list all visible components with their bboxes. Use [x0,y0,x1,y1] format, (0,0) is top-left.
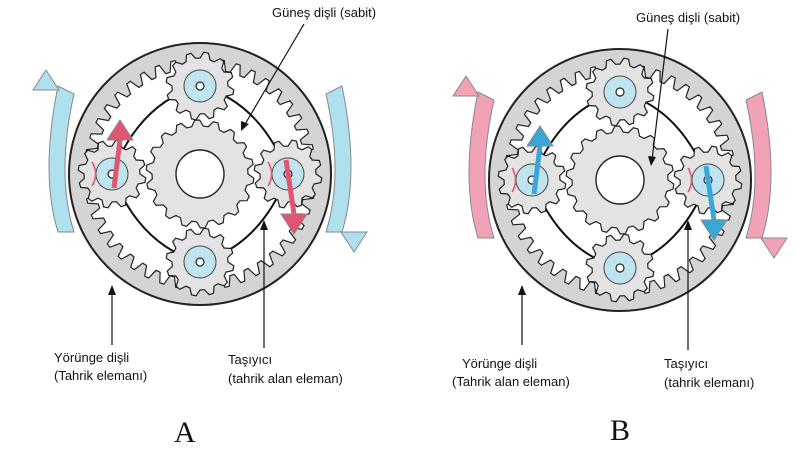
planet-gear-3-pin [196,258,204,266]
planet-gear-1-pin [196,82,204,90]
sun-gear-bore [596,156,644,204]
ring-arrow-left-head [453,76,479,96]
sun-gear-label-a: Güneş dişli (sabit) [272,5,377,20]
panel-letter-a: A [174,416,196,449]
gear-assembly-b [453,49,787,311]
ring-gear-label-a-line1: Yörünge dişli [54,350,130,365]
carrier-label-b-line2: (tahrik elemanı) [664,375,755,390]
sun-gear-bore [176,150,224,198]
carrier-label-b-line1: Taşıyıcı [664,356,709,371]
planet-gear-3-pin [616,264,624,272]
ring-gear-label-a-line2: (Tahrik elemanı) [54,368,148,383]
carrier-label-a-line1: Taşıyıcı [228,352,273,367]
ring-gear-leader-head-b [518,285,526,295]
ring-arrow-left-head [33,70,59,90]
panel-b [452,10,787,447]
ring-gear-label-b-line1: Yörünge dişli [462,356,538,371]
panel-letter-b: B [610,414,631,447]
planet-gear-1-pin [616,88,624,96]
ring-arrow-right-head [341,232,367,252]
panel-a [33,5,376,449]
ring-gear-leader-head-a [108,285,116,295]
ring-gear-label-b-line2: (Tahrik alan eleman) [452,374,570,389]
sun-gear-label-b: Güneş dişli (sabit) [636,10,741,25]
ring-arrow-right-head [761,238,787,258]
carrier-label-a-line2: (tahrik alan eleman) [228,371,343,386]
gear-assembly-a [33,43,367,305]
